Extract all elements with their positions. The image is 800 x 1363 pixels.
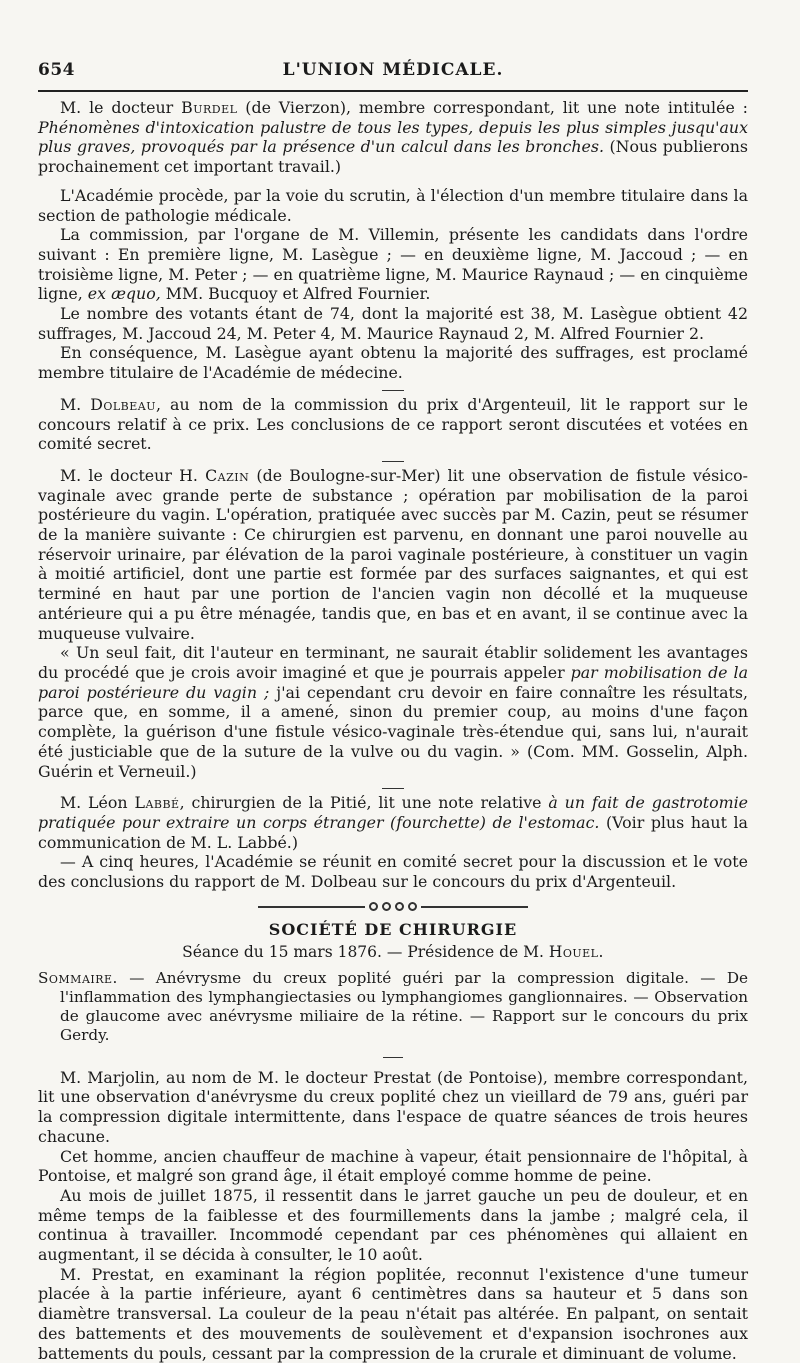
paragraph-patient: Cet homme, ancien chauffeur de machine à vapeur, était pensionnaire de l'hôpital, à Pontoise, et malgré son grand âge, il était employé comme homme de peine. [38, 1146, 748, 1186]
paragraph-marjolin: M. Marjolin, au nom de M. le docteur Prestat (de Pontoise), membre correspondant, lit une observation d'anévrysme du creux poplité chez un vieillard de 79 ans, guéri par la compression digitale intermittente, dans l'espace de quatre séances de trois heures chacune. [38, 1067, 748, 1146]
separator-dash [383, 1057, 403, 1058]
academy-proceedings [38, 98, 748, 892]
summary: Sommaire. — Anévrysme du creux poplité guéri par la compression digitale. — De l'inflammation des lymphangiectasies ou lymphangiomes ganglionnaires. — Observation de glaucome avec anévrysme miliaire de la rétine. — Rapport sur le concours du prix Gerdy. [38, 968, 748, 1044]
journal-title: L'UNION MÉDICALE. [282, 60, 504, 80]
note-title: Phénomènes d'intoxication palustre de tous les types, depuis les plus simples jusqu'aux plus graves, provoqués par la présence d'un calcul dans les bronches. [38, 117, 748, 157]
paragraph-election: L'Académie procède, par la voie du scrutin, à l'élection d'un membre titulaire dans la section de pathologie médicale. [38, 185, 748, 225]
separator-dash [382, 461, 404, 462]
paragraph-candidates: La commission, par l'organe de M. Villemin, présente les candidats dans l'ordre suivant : En première ligne, M. Lasègue ; — en deuxième ligne, M. Jaccoud ; — en troisième ligne, M. Peter ; — en quatrième ligne, M. Maurice Raynaud ; — en cinquième ligne, ex æquo, MM. Bucquoy et Alfred Fournier. [38, 225, 748, 304]
author-name: Labbé [134, 793, 180, 813]
paragraph-quote: « Un seul fait, dit l'auteur en terminant, ne saurait établir solidement les avantages du procédé que je crois avoir imaginé et que je pourrais appeler par mobilisation de la paroi postérieure du vagin ; j'ai cependant cru devoir en faire connaître les résultats, parce que, en somme, il a amené, sinon du premier coup, au moins d'une façon complète, la guérison d'une fistule vésico-vaginale très-étendue qui, sans lui, n'aurait été justiciable que de la suture de la vulve ou du vagin. » (Com. MM. Gosselin, Alph. Guérin et Verneuil.) [38, 643, 748, 781]
paragraph-examination: M. Prestat, en examinant la région poplitée, reconnut l'existence d'une tumeur placée à la partie inférieure, ayant 6 centimètres dans sa hauteur et 5 dans son diamètre transversal. La couleur de la peau n'était pas altérée. En palpant, on sentait des battements et des mouvements de soulèvement et d'expansion isochrones aux battements du pouls, cessant par la compression de la crurale et diminuant de volume. [38, 1264, 748, 1363]
paragraph-history: Au mois de juillet 1875, il ressentit dans le jarret gauche un peu de douleur, et en même temps de la faiblesse et des fourmillements dans la jambe ; malgré cela, il continua à travailler. Incommodé cependant par ces phénomènes qui allaient en augmentant, il se décida à consulter, le 10 août. [38, 1185, 748, 1265]
paragraph-result: En conséquence, M. Lasègue ayant obtenu la majorité des suffrages, est proclamé membre titulaire de l'Académie de médecine. [38, 343, 748, 383]
separator-dash [382, 788, 404, 789]
author-name: Burdel [181, 98, 238, 117]
page-number: 654 [38, 60, 75, 80]
section-title: SOCIÉTÉ DE CHIRURGIE [268, 919, 518, 939]
paragraph-labbe: M. Léon Labbé, chirurgien de la Pitié, lit une note relative à un fait de gastrotomie pratiquée pour extraire un corps étranger (fourchette) de l'estomac. (Voir plus haut la communication de M. L. Labbé.) [38, 793, 748, 852]
paragraph-votes: Le nombre des votants étant de 74, dont la majorité est 38, M. Lasègue obtient 42 suffrages, M. Jaccoud 24, M. Peter 4, M. Maurice Raynaud 2, M. Alfred Fournier 2. [38, 304, 748, 343]
author-name: Dolbeau [90, 394, 157, 414]
paragraph-closing: — A cinq heures, l'Académie se réunit en comité secret pour la discussion et le vote des conclusions du rapport de M. Dolbeau sur le concours du prix d'Argenteuil. [38, 852, 748, 892]
ornamental-divider [258, 900, 528, 914]
separator-dash [382, 390, 404, 391]
summary-label: Sommaire. [38, 968, 118, 987]
paragraph-dolbeau: M. Dolbeau, au nom de la commission du prix d'Argenteuil, lit le rapport sur le concours relatif à ce prix. Les conclusions de ce rapport seront discutées et votées en comité secret. [38, 394, 749, 454]
paragraph-cazin: M. le docteur H. Cazin (de Boulogne-sur-Mer) lit une observation de fistule vésico-vaginale avec grande perte de substance ; opération par mobilisation de la paroi postérieure du vagin. L'opération, pratiquée avec succès par M. Cazin, peut se résumer de la manière suivante : Ce chirurgien est parvenu, en donnant une paroi nouvelle au réservoir urinaire, par élévation de la paroi vaginale postérieure, à constituer un vagin à moitié artificiel, dont une partie est formée par des surfaces saignantes, et qui est terminé en haut par une portion de l'ancien vagin non décollé et la muqueuse antérieure qui a pu être ménagée, tandis que, en bas et en avant, il se continue avec la muqueuse vulvaire. [38, 465, 749, 643]
surgery-society-text [38, 1068, 748, 1363]
author-name: Cazin [205, 465, 250, 485]
running-head [38, 56, 748, 92]
paragraph-burdel: M. le docteur Burdel (de Vierzon), membre correspondant, lit une note intitulée : Phénomènes d'intoxication palustre de tous les types, depuis les plus simples jusqu'aux plus graves, provoqués par la présence d'un calcul dans les bronches. (Nous publierons prochainement cet important travail.) [38, 98, 748, 177]
session-line: Séance du 15 mars 1876. — Présidence de M. Houel. [182, 942, 604, 961]
